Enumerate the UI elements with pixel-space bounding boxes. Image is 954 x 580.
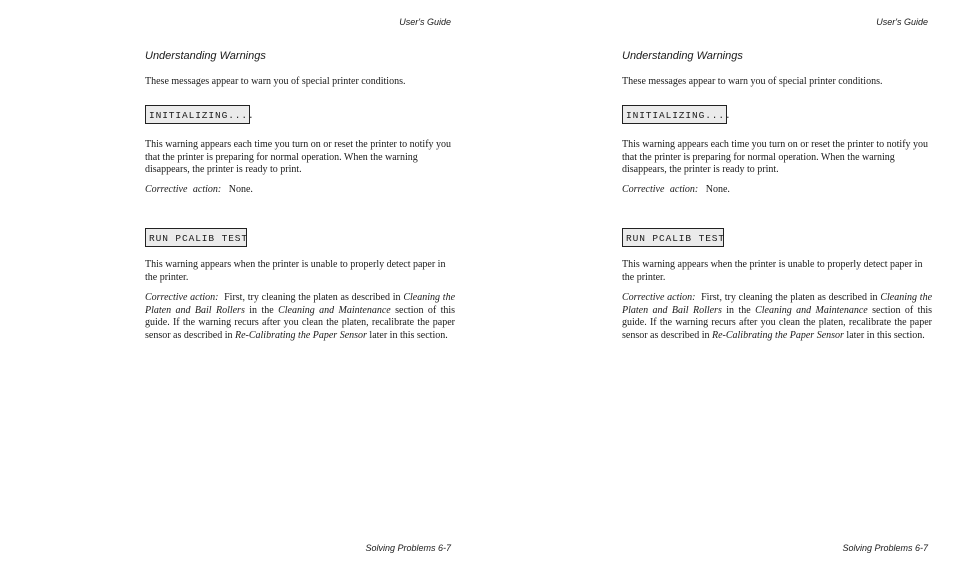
lcd-message-initializing: INITIALIZING.... — [145, 105, 250, 124]
right-page — [477, 0, 954, 580]
corrective-text: First, try cleaning the platen as described in — [224, 292, 401, 303]
corrective-text: later in this section. — [846, 329, 925, 341]
cross-reference: Cleaning and Maintenance — [755, 304, 868, 316]
warning-description: This warning appears when the printer is unable to properly detect paper in the printer. — [622, 259, 923, 283]
cross-reference: Cleaning and Maintenance — [278, 304, 391, 316]
warning-description: This warning appears each time you turn on or reset the printer to notify you that the printer is preparing for normal operation. When the warning disappears, the printer is ready to print. — [622, 139, 929, 175]
corrective-text: First, try cleaning the platen as described in — [701, 292, 878, 303]
running-header: User's Guide — [876, 17, 928, 27]
warning-description: This warning appears when the printer is unable to properly detect paper in the printer. — [145, 259, 446, 283]
corrective-text: in the — [726, 304, 751, 316]
corrective-action-text: None. — [228, 184, 253, 195]
warning-description: This warning appears each time you turn on or reset the printer to notify you that the printer is preparing for normal operation. When the warning disappears, the printer is ready to print. — [145, 139, 452, 175]
corrective-text: in the — [249, 304, 274, 316]
corrective-text: section of this guide. If the warning recurs after you clean the platen, recalibrate the paper sensor as described in — [622, 304, 933, 341]
corrective-text: later in this section. — [369, 329, 448, 341]
lcd-message-run-pcalib-test: RUN PCALIB TEST — [622, 228, 724, 247]
running-footer: Solving Problems 6-7 — [365, 543, 451, 553]
lcd-message-run-pcalib-test: RUN PCALIB TEST — [145, 228, 247, 247]
corrective-action — [622, 184, 932, 197]
section-title: Understanding Warnings — [145, 50, 266, 62]
corrective-action — [145, 184, 455, 197]
cross-reference: Cleaning the Platen and Bail Rollers — [145, 292, 456, 316]
intro-text: These messages appear to warn you of special printer conditions. — [145, 76, 406, 87]
corrective-action-label: Corrective action: — [145, 292, 219, 303]
lcd-message-initializing: INITIALIZING.... — [622, 105, 727, 124]
corrective-action — [145, 292, 455, 342]
corrective-action-label: Corrective action: — [145, 184, 222, 195]
cross-reference: Re-Calibrating the Paper Sensor — [234, 329, 367, 341]
running-footer: Solving Problems 6-7 — [842, 543, 928, 553]
intro-text: These messages appear to warn you of special printer conditions. — [622, 76, 883, 87]
corrective-action-label: Corrective action: — [622, 184, 699, 195]
section-title: Understanding Warnings — [622, 50, 743, 62]
corrective-action-text: None. — [705, 184, 730, 195]
running-header: User's Guide — [399, 17, 451, 27]
cross-reference: Re-Calibrating the Paper Sensor — [711, 329, 844, 341]
corrective-action — [622, 292, 932, 342]
cross-reference: Cleaning the Platen and Bail Rollers — [622, 292, 933, 316]
corrective-action-label: Corrective action: — [622, 292, 696, 303]
corrective-text: section of this guide. If the warning recurs after you clean the platen, recalibrate the paper sensor as described in — [145, 304, 456, 341]
